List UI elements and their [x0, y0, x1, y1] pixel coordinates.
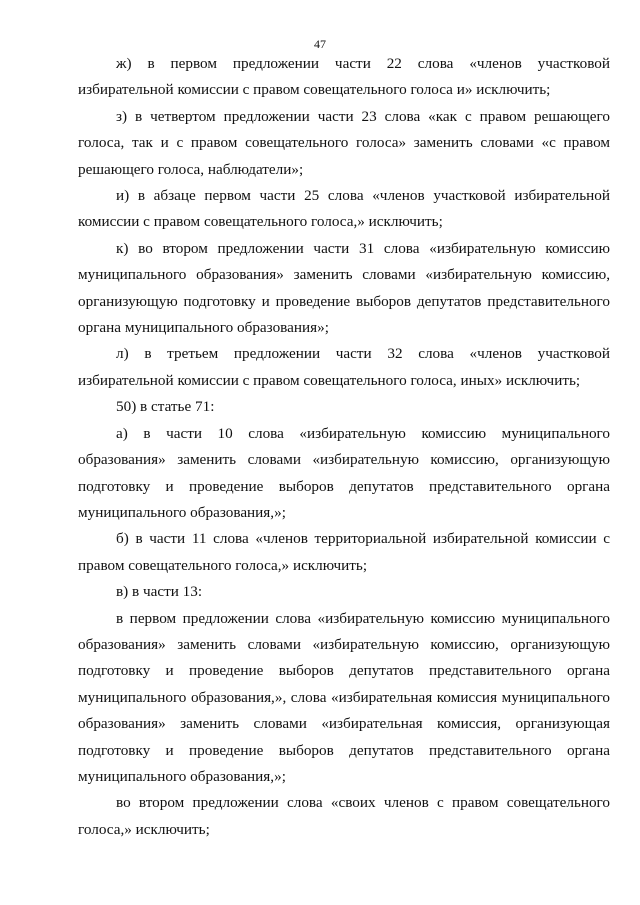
paragraph-item-50: 50) в статье 71:	[116, 398, 215, 416]
paragraph-a: а) в части 10 слова «избирательную комиссию муниципального образования» заменить словами «избирательную комиссию, организующую подготовку и проведение выборов депутатов представительного органа муниципального образования,»;	[78, 424, 610, 521]
paragraph-zh: ж) в первом предложении части 22 слова «членов участковой избирательной комиссии с правом совещательного голоса и» исключить;	[78, 55, 610, 99]
paragraph-b: б) в части 11 слова «членов территориальной избирательной комиссии с правом совещательного голоса,» исключить;	[78, 530, 610, 574]
paragraph-v: в) в части 13:	[116, 583, 203, 601]
paragraph-l: л) в третьем предложении части 32 слова «членов участковой избирательной комиссии с правом совещательного голоса, иных» исключить;	[78, 345, 610, 389]
paragraph-i: и) в абзаце первом части 25 слова «членов участковой избирательной комиссии с правом совещательного голоса,» исключить;	[78, 187, 610, 231]
paragraph-second-sentence: во втором предложении слова «своих членов с правом совещательного голоса,» исключить;	[78, 794, 610, 838]
paragraph-z: з) в четвертом предложении части 23 слова «как с правом решающего голоса, так и с правом совещательного голоса» заменить словами «с правом решающего голоса, наблюдатели»;	[78, 107, 610, 178]
document-body	[78, 51, 610, 843]
page-number: 47	[314, 37, 326, 51]
paragraph-first-sentence: в первом предложении слова «избирательную комиссию муниципального образования» заменить словами «избирательную комиссию, организующую подготовку и проведение выборов депутатов представительного органа муниципального образования,», слова «избирательная комиссия муниципального образования» заменить словами «избирательная комиссия, организующая подготовку и проведение выборов депутатов представительного органа муниципального образования,»;	[78, 609, 610, 785]
paragraph-k: к) во втором предложении части 31 слова «избирательную комиссию муниципального образования» заменить словами «избирательную комиссию, организующую подготовку и проведение выборов депутатов представительного органа муниципального образования»;	[78, 239, 610, 337]
